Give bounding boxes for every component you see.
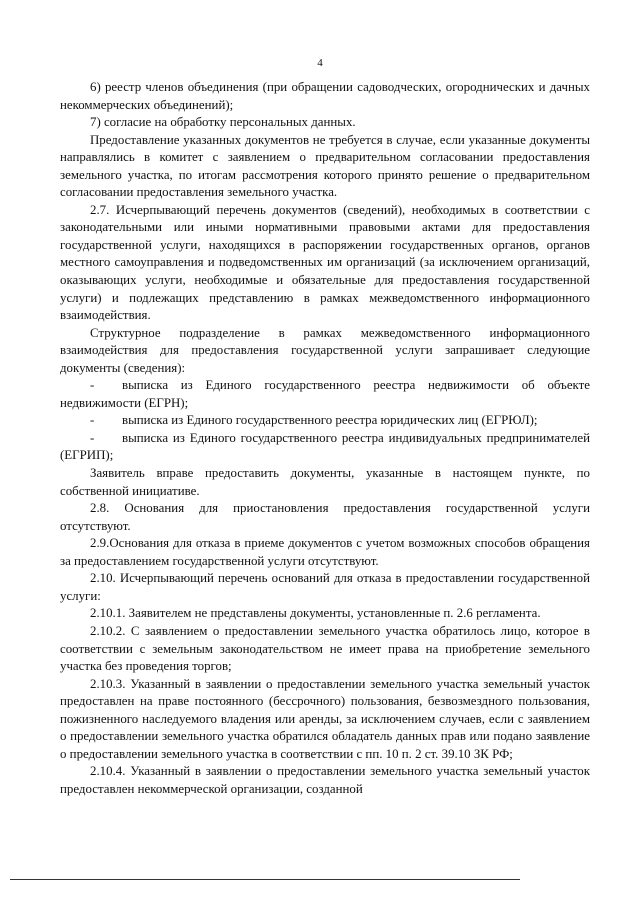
bottom-rule [10, 879, 520, 880]
document-body [60, 79, 590, 798]
list-item-text: выписка из Единого государственного реестра индивидуальных предпринимателей (ЕГРИП); [60, 430, 590, 463]
paragraph: 2.10.1. Заявителем не представлены документы, установленные п. 2.6 регламента. [90, 606, 541, 621]
paragraph: 2.9.Основания для отказа в приеме документов с учетом возможных способов обращения за предоставлением государственной услуги отсутствуют. [60, 536, 590, 568]
list-item-text: выписка из Единого государственного реестра недвижимости об объекте недвижимости (ЕГРН); [60, 378, 590, 410]
paragraph: 2.10.2. С заявлением о предоставлении земельного участка обратилось лицо, которое в соответствии с земельным законодательством не имеет права на приобретение земельного участка без проведения торгов; [60, 623, 590, 674]
list-item [60, 430, 590, 465]
paragraph: 6) реестр членов объединения (при обращении садоводческих, огороднических и дачных некоммерческих объединений); [60, 80, 590, 112]
paragraph: 7) согласие на обработку персональных данных. [90, 115, 356, 130]
paragraph: 2.8. Основания для приостановления предоставления государственной услуги отсутствуют. [60, 501, 590, 533]
paragraph: 2.10. Исчерпывающий перечень оснований для отказа в предоставлении государственной услуги: [60, 571, 590, 603]
list-item-text: выписка из Единого государственного реестра юридических лиц (ЕГРЮЛ); [122, 413, 538, 428]
paragraph: 2.10.3. Указанный в заявлении о предоставлении земельного участка земельный участок предоставлен на праве постоянного (бессрочного) пользования, безвозмездного пользования, пожизненного наследуемого владения или аренды, за исключением случаев, если с заявлением о предоставлении земельного участка обратился обладатель данных прав или подано заявление о предоставлении земельного участка в соответствии с пп. 10 п. 2 ст. 39.10 ЗК РФ; [60, 676, 590, 761]
page-number: 4 [317, 57, 323, 69]
paragraph: 2.7. Исчерпывающий перечень документов (сведений), необходимых в соответствии с законодательными или иными нормативными правовыми актами для предоставления государственной услуги, находящихся в распоряжении государственных органов, органов местного самоуправления и подведомственных им организаций (за исключением организаций, оказывающих услуги, необходимые и обязательные для предоставления государственной услуги) и подлежащих представлению в рамках межведомственного информационного взаимодействия. [60, 202, 590, 323]
paragraph: Структурное подразделение в рамках межведомственного информационного взаимодействия для предоставления государственной услуги запрашивает следующие документы (сведения): [60, 325, 590, 375]
paragraph: Заявитель вправе предоставить документы, указанные в настоящем пункте, по собственной инициативе. [60, 466, 590, 498]
paragraph: 2.10.4. Указанный в заявлении о предоставлении земельного участка земельный участок предоставлен некоммерческой организации, созданной [60, 764, 590, 796]
list-item [60, 412, 590, 430]
list-item [60, 377, 590, 412]
list-dash-marker: - [90, 378, 95, 393]
list-dash-marker: - [90, 413, 95, 428]
list-dash-marker: - [90, 430, 95, 445]
paragraph: Предоставление указанных документов не требуется в случае, если указанные документы направлялись в комитет с заявлением о предварительном согласовании предоставления земельного участка, по итогам рассмотрения которого принято решение о предварительном согласовании предоставления земельного участка. [60, 132, 590, 200]
